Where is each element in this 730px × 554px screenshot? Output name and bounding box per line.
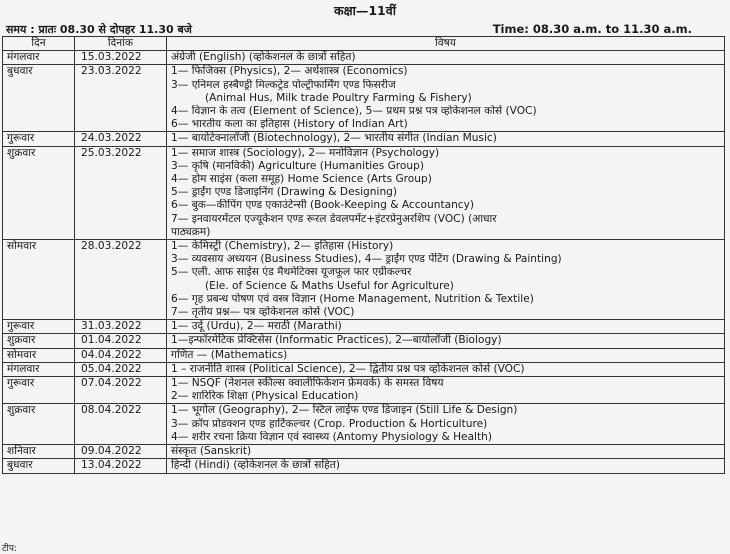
table-row [3,240,725,320]
subject-line: 6— भारतीय कला का इतिहास (History of Indian Art) [171,118,408,131]
table-row [3,334,725,348]
subject-line: पाठ्यक्रम) [171,225,211,238]
row-date: 01.04.2022 [75,334,167,348]
row-day: बुधवार [3,65,75,132]
row-subjects [167,445,725,459]
row-subjects [167,65,725,132]
subject-line: 1— NSQF (नेशनल स्कील्स क्वालीफिकेशन फ्रेमवर्क) के समस्त विषय [171,377,444,390]
subject-line: 3— कृषि (मानविकी) Agriculture (Humanities Group) [171,159,424,172]
table-row [3,404,725,445]
subject-line: गणित — (Mathematics) [171,348,288,361]
row-subjects [167,320,725,334]
row-date: 05.04.2022 [75,362,167,376]
table-row [3,132,725,146]
column-header-day: दिन [3,37,75,51]
row-date: 31.03.2022 [75,320,167,334]
row-day: शुक्रवार [3,146,75,239]
subject-line: 1— उर्दू (Urdu), 2— मराठी (Marathi) [171,320,342,333]
subject-line: 3— एनिमल हस्बैण्ड्री मिल्कट्रेड पोल्ट्रीफार्मिंग एण्ड फिसरीज [171,78,396,91]
row-subjects [167,240,725,320]
row-date: 13.04.2022 [75,459,167,473]
row-subjects [167,51,725,65]
table-row [3,377,725,404]
subject-line: 7— तृतीय प्रश्न— पत्र व्होकेशनल कोर्स (VOC) [171,306,355,319]
subject-line: 3— क्रॉप प्रोडक्शन एण्ड हार्टिकल्चर (Crop. Production & Horticulture) [171,417,488,430]
row-date: 04.04.2022 [75,348,167,362]
row-day: शुक्रवार [3,334,75,348]
row-subjects [167,362,725,376]
table-row [3,362,725,376]
subject-line: 4— विज्ञान के तत्व (Element of Science), 5— प्रथम प्रश्न पत्र व्होकेशनल कोर्स (VOC) [171,105,537,118]
row-day: शुक्रवार [3,404,75,445]
subject-line: 1— केमिस्ट्री (Chemistry), 2— इतिहास (History) [171,240,394,253]
table-row [3,459,725,473]
row-date: 09.04.2022 [75,445,167,459]
row-date: 07.04.2022 [75,377,167,404]
subject-line: 5— ड्राईंग एण्ड डिजाइनिंग (Drawing & Designing) [171,186,398,199]
subject-line: 6— बुक—कीपिंग एण्ड एकाउंटेन्सी (Book-Keeping & Accountancy) [171,199,475,212]
subject-line: 1—इन्फॉरमेटिक प्रेक्टिसेस (Informatic Practices), 2—बायोलॉजी (Biology) [171,334,502,347]
table-header-row [3,37,725,51]
footer-note: टीप: [2,544,18,554]
subject-line: हिन्दी (Hindi) (व्होकेशनल के छात्रों सहित) [171,459,340,472]
table-row [3,348,725,362]
timing-hindi: समय : प्रातः 08.30 से दोपहर 11.30 बजे [6,23,192,36]
row-subjects [167,404,725,445]
subject-line: 6— गृह प्रबन्ध पोषण एवं वस्त्र विज्ञान (Home Management, Nutrition & Textile) [171,292,534,305]
row-day: गुरूवार [3,320,75,334]
subject-line: अंग्रेजी (English) (व्होकेशनल के छात्रों सहित) [171,51,356,64]
subject-line: 1— भूगोल (Geography), 2— स्टिल लाईफ एण्ड डिजाइन (Still Life & Design) [171,404,518,417]
subject-line: 3— व्यवसाय अध्ययन (Business Studies), 4— ड्राईंग एण्ड पेंटिंग (Drawing & Painting) [171,253,562,266]
exam-schedule-table [2,36,725,474]
row-subjects [167,348,725,362]
row-day: मंगलवार [3,51,75,65]
subject-line: 1— फिजिक्स (Physics), 2— अर्थशास्त्र (Economics) [171,65,408,78]
subject-line: 4— शरीर रचना क्रिया विज्ञान एवं स्वास्थ्य (Antomy Physiology & Health) [171,430,492,443]
table-row [3,320,725,334]
subject-line: 4— होम साइंस (कला समूह) Home Science (Arts Group) [171,173,432,186]
page-title: कक्षा—11वीं [334,3,396,18]
row-subjects [167,459,725,473]
row-subjects [167,334,725,348]
row-day: सोमवार [3,240,75,320]
row-day: गुरूवार [3,377,75,404]
row-date: 15.03.2022 [75,51,167,65]
row-subjects [167,377,725,404]
table-row [3,146,725,239]
row-date: 25.03.2022 [75,146,167,239]
row-day: शनिवार [3,445,75,459]
subject-line: 7— इनवायरमेंटल एज्यूकेशन एण्ड रूरल डेवलपमेंट+इंटरप्रेनुअरशिप (VOC) (आधार [171,212,497,225]
column-header-date: दिनांक [75,37,167,51]
subject-line: 1 – राजनीति शास्त्र (Political Science), 2— द्वितीय प्रश्न पत्र व्होकेशनल कोर्स (VOC) [171,362,525,375]
subject-line: 1— समाज शास्त्र (Sociology), 2— मनोविज्ञान (Psychology) [171,146,440,159]
row-day: मंगलवार [3,362,75,376]
row-subjects [167,146,725,239]
row-date: 24.03.2022 [75,132,167,146]
row-date: 28.03.2022 [75,240,167,320]
row-day: सोमवार [3,348,75,362]
table-row [3,445,725,459]
row-date: 08.04.2022 [75,404,167,445]
column-header-subject: विषय [167,37,725,51]
subject-line: 2— शारिरिक शिक्षा (Physical Education) [171,390,359,403]
table-row [3,65,725,132]
row-day: बुधवार [3,459,75,473]
subject-line: संस्कृत (Sanskrit) [171,445,252,458]
row-day: गुरूवार [3,132,75,146]
row-date: 23.03.2022 [75,65,167,132]
subject-line: 1— बायोटेक्नालॉजी (Biotechnology), 2— भारतीय संगीत (Indian Music) [171,132,497,145]
subject-line: 5— एली. आफ साईस एंड मैथमेटिक्स यूजफूल फार एग्रीकल्चर [171,266,412,279]
subject-line: (Ele. of Science & Maths Useful for Agriculture) [205,279,454,292]
row-subjects [167,132,725,146]
subject-line: (Animal Hus, Milk trade Poultry Farming & Fishery) [205,91,472,104]
table-row [3,51,725,65]
timing-english: Time: 08.30 a.m. to 11.30 a.m. [492,22,692,36]
